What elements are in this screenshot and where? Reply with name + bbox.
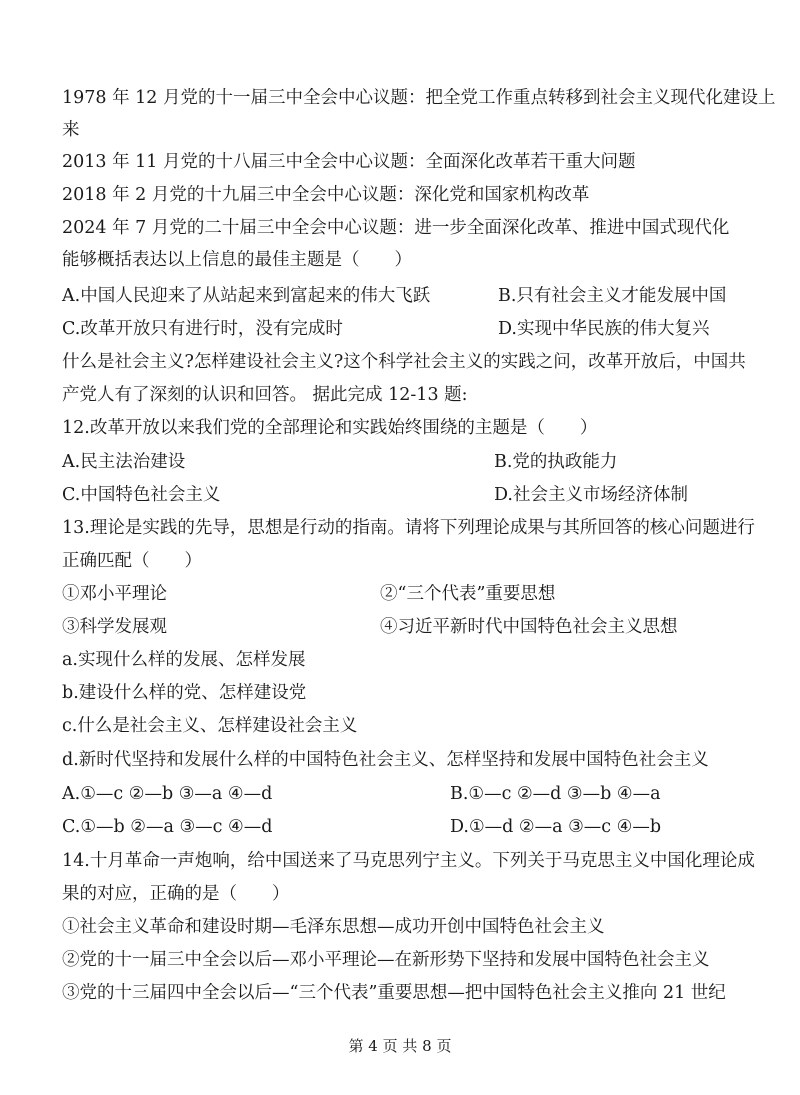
q14-statement-2: ②党的十一届三中全会以后—邓小平理论—在新形势下坚持和发展中国特色社会主义 <box>62 950 710 970</box>
text-line-5: 2024 年 7 月党的二十届三中全会中心议题：进一步全面深化改革、推进中国式现代化 <box>62 218 730 238</box>
q13-option-a: A.①—c ②—b ③—a ④—d <box>62 784 273 804</box>
q13-option-b: B.①—c ②—d ③—b ④—a <box>450 784 661 804</box>
q11-option-a: A.中国人民迎来了从站起来到富起来的伟大飞跃 <box>62 286 431 306</box>
q12-option-d: D.社会主义市场经济体制 <box>494 485 688 505</box>
q12-option-a: A.民主法治建设 <box>62 452 186 472</box>
question-12-stem: 12.改革开放以来我们党的全部理论和实践始终围绕的主题是（ ） <box>62 418 598 438</box>
q13-theory-4: ④习近平新时代中国特色社会主义思想 <box>380 617 678 637</box>
q13-question-d: d.新时代坚持和发展什么样的中国特色社会主义、怎样坚持和发展中国特色社会主义 <box>62 750 709 770</box>
question-13-stem-1: 13.理论是实践的先导，思想是行动的指南。请将下列理论成果与其所回答的核心问题进行 <box>62 518 755 538</box>
text-line-4: 2018 年 2 月党的十九届三中全会中心议题：深化党和国家机构改革 <box>62 185 590 205</box>
text-line-1: 1978 年 12 月党的十一届三中全会中心议题：把全党工作重点转移到社会主义现代化建设上 <box>62 88 776 108</box>
page-footer: 第 4 页 共 8 页 <box>348 1037 452 1055</box>
q12-option-c: C.中国特色社会主义 <box>62 485 221 505</box>
q11-option-c: C.改革开放只有进行时，没有完成时 <box>62 319 343 339</box>
q13-option-c: C.①—b ②—a ③—c ④—d <box>62 817 273 837</box>
intro-line-1: 什么是社会主义?怎样建设社会主义?这个科学社会主义的实践之问，改革开放后，中国共 <box>62 352 746 372</box>
q13-theory-3: ③科学发展观 <box>62 617 167 637</box>
q13-question-c: c.什么是社会主义、怎样建设社会主义 <box>62 716 358 736</box>
question-14-stem-2: 果的对应，正确的是（ ） <box>62 884 290 904</box>
q13-option-d: D.①—d ②—a ③—c ④—b <box>450 817 662 837</box>
question-13-stem-2: 正确匹配（ ） <box>62 551 202 571</box>
q14-statement-1: ①社会主义革命和建设时期—毛泽东思想—成功开创中国特色社会主义 <box>62 917 605 937</box>
q11-option-b: B.只有社会主义才能发展中国 <box>498 286 727 306</box>
q13-question-b: b.建设什么样的党、怎样建设党 <box>62 683 307 703</box>
q14-statement-3: ③党的十三届四中全会以后—“三个代表”重要思想—把中国特色社会主义推向 21 世纪 <box>62 983 726 1003</box>
question-11-stem: 能够概括表达以上信息的最佳主题是（ ） <box>62 250 412 270</box>
q12-option-b: B.党的执政能力 <box>494 452 618 472</box>
q11-option-d: D.实现中华民族的伟大复兴 <box>498 319 710 339</box>
text-line-2: 来 <box>62 120 80 140</box>
q13-question-a: a.实现什么样的发展、怎样发展 <box>62 650 306 670</box>
text-line-3: 2013 年 11 月党的十八届三中全会中心议题：全面深化改革若干重大问题 <box>62 152 636 172</box>
q13-theory-1: ①邓小平理论 <box>62 584 167 604</box>
question-14-stem-1: 14.十月革命一声炮响，给中国送来了马克思列宁主义。下列关于马克思主义中国化理论成 <box>62 851 755 871</box>
intro-line-2: 产党人有了深刻的认识和回答。 据此完成 12-13 题: <box>62 385 468 405</box>
q13-theory-2: ②“三个代表”重要思想 <box>380 584 556 604</box>
